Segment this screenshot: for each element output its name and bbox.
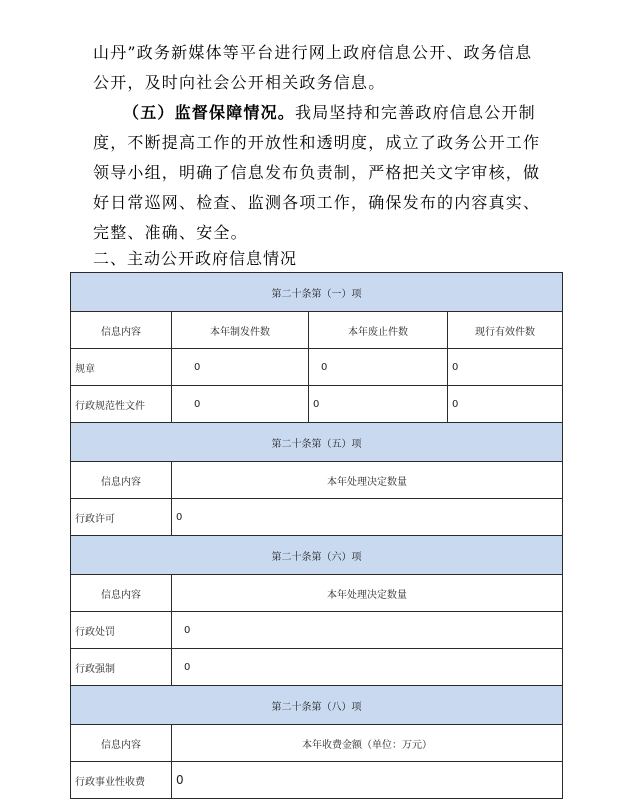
row-value: 0 bbox=[172, 499, 563, 536]
row-value: 0 bbox=[309, 349, 448, 386]
section-title-art8: 第二十条第（八）项 bbox=[71, 686, 563, 725]
section5-line-3: 领导小组，明确了信息发布负责制，严格把关文字审核，做 bbox=[93, 163, 541, 182]
table-row bbox=[71, 649, 563, 686]
section-header-row bbox=[71, 423, 563, 462]
section5-line-2: 度，不断提高工作的开放性和透明度，成立了政务公开工作 bbox=[93, 133, 541, 152]
row-value: 0 bbox=[172, 612, 563, 649]
section-header-row bbox=[71, 273, 563, 312]
column-header-row bbox=[71, 462, 563, 499]
row-value: 0 bbox=[172, 649, 563, 686]
intro-line-2: 公开，及时向社会公开相关政务信息。 bbox=[93, 73, 386, 92]
section-title-art6: 第二十条第（六）项 bbox=[71, 536, 563, 575]
row-label: 行政规范性文件 bbox=[71, 386, 172, 423]
section5-line-4: 好日常巡网、检查、监测各项工作，确保发布的内容真实、 bbox=[93, 193, 541, 212]
table-row bbox=[71, 349, 563, 386]
row-value: 0 bbox=[172, 386, 309, 423]
header-valid-count: 现行有效件数 bbox=[448, 312, 563, 349]
column-header-row bbox=[71, 725, 563, 762]
row-label: 行政事业性收费 bbox=[71, 762, 172, 799]
row-label: 规章 bbox=[71, 349, 172, 386]
row-label: 行政处罚 bbox=[71, 612, 172, 649]
section5-paragraph bbox=[93, 98, 553, 248]
row-value: 0 bbox=[172, 349, 309, 386]
table-row bbox=[71, 612, 563, 649]
header-issued-count: 本年制发件数 bbox=[172, 312, 309, 349]
section-heading: 二、主动公开政府信息情况 bbox=[93, 249, 298, 268]
header-info-content: 信息内容 bbox=[71, 462, 172, 499]
section-header-row bbox=[71, 686, 563, 725]
header-fee-amount: 本年收费金额（单位：万元） bbox=[172, 725, 563, 762]
section5-line-1: 我局坚持和完善政府信息公开制 bbox=[295, 103, 536, 122]
header-info-content: 信息内容 bbox=[71, 725, 172, 762]
intro-paragraph bbox=[93, 38, 553, 98]
column-header-row bbox=[71, 312, 563, 349]
header-repealed-count: 本年废止件数 bbox=[309, 312, 448, 349]
section-header-row bbox=[71, 536, 563, 575]
header-decision-count: 本年处理决定数量 bbox=[172, 462, 563, 499]
row-value: 0 bbox=[172, 762, 563, 799]
header-info-content: 信息内容 bbox=[71, 575, 172, 612]
row-label: 行政许可 bbox=[71, 499, 172, 536]
row-value: 0 bbox=[309, 386, 448, 423]
header-decision-count: 本年处理决定数量 bbox=[172, 575, 563, 612]
section-title-art5: 第二十条第（五）项 bbox=[71, 423, 563, 462]
section5-line-5: 完整、准确、安全。 bbox=[93, 223, 248, 242]
row-label: 行政强制 bbox=[71, 649, 172, 686]
column-header-row bbox=[71, 575, 563, 612]
row-value: 0 bbox=[448, 349, 563, 386]
row-value: 0 bbox=[448, 386, 563, 423]
table-row bbox=[71, 762, 563, 799]
table-row bbox=[71, 499, 563, 536]
section5-label: （五）监督保障情况。 bbox=[123, 103, 296, 122]
table-row bbox=[71, 386, 563, 423]
header-info-content: 信息内容 bbox=[71, 312, 172, 349]
disclosure-table bbox=[70, 272, 563, 799]
section-title-art1: 第二十条第（一）项 bbox=[71, 273, 563, 312]
intro-line-1: 山丹”政务新媒体等平台进行网上政府信息公开、政务信息 bbox=[93, 43, 533, 62]
